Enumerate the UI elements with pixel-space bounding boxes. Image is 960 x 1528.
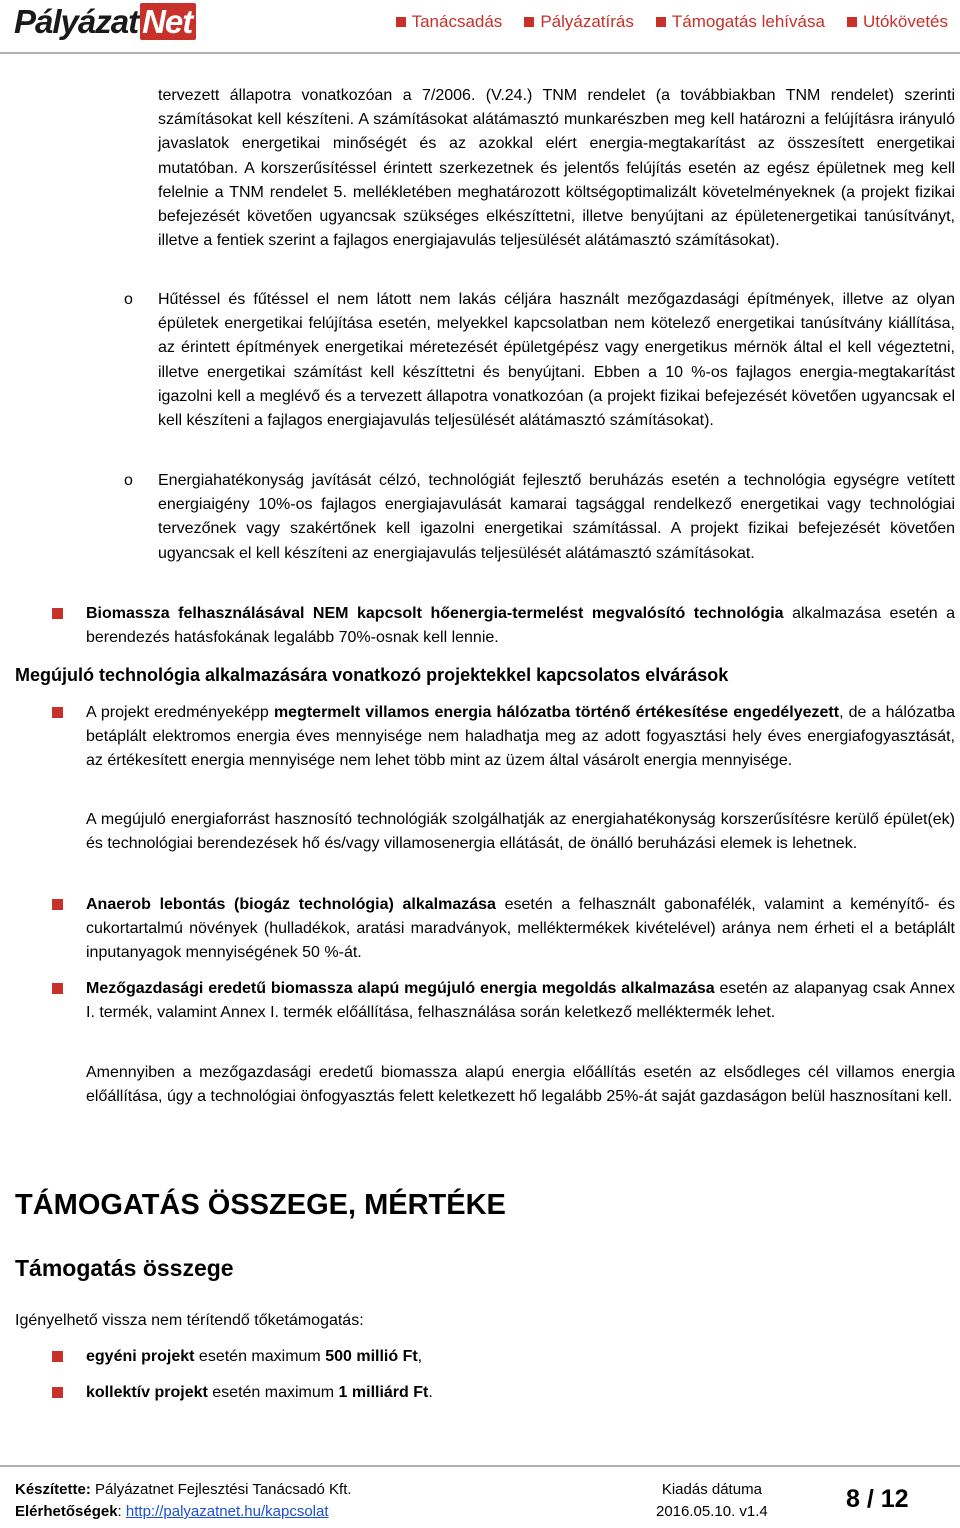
page-footer	[0, 1465, 960, 1528]
footer-issue-date: Kiadás dátuma 2016.05.10. v1.4	[656, 1481, 768, 1520]
nav-item-tanacsadas[interactable]: Tanácsadás	[396, 12, 503, 32]
circle-bullet-icon: o	[124, 472, 133, 489]
square-bullet-icon	[656, 17, 666, 27]
heading-support-amount-rate: TÁMOGATÁS ÖSSZEGE, MÉRTÉKE	[15, 1189, 506, 1221]
paragraph-heat-usage: Amennyiben a mezőgazdasági eredetű biomassza alapú energia előállítás esetén az elsődleges cél villamos energia előállítása, úgy a technológiai önfogyasztás felett keletkezett hő legalább 25%-át saját gazdaságon belül hasznosítani kell.	[86, 1064, 955, 1106]
square-bullet-icon	[52, 707, 63, 718]
support-intro: Igényelhető vissza nem térítendő tőketámogatás:	[15, 1312, 364, 1329]
contact-link[interactable]: http://palyazatnet.hu/kapcsolat	[125, 1503, 329, 1520]
paragraph-tnm-calculation: tervezett állapotra vonatkozóan a 7/2006. (V.24.) TNM rendelet (a továbbiakban TNM rendelet) szerinti számításokat kell készíteni. A számításokat alátámasztó munkarészben meg kell határozni a felújításra irányuló javaslatok energetikai minőségét és az azokkal elért energia-megtakarítást az összesített energetikai mutatóban. A korszerűsítéssel érintett szerkezetnek és jelentős felújítás esetén az egész épületnek meg kell felelnie a TNM rendelet 5. mellékletében meghatározott költségoptimalizált követelményeknek (a projekt fizikai befejezését követően ugyancsak szükséges elkészíttetni, illetve benyújtani az épületenergetikai tanúsítványt, illetve a fentiek szerint a fajlagos energiajavulás teljesülését alátámasztó számításokat).	[158, 87, 955, 250]
square-bullet-icon	[847, 17, 857, 27]
support-collective-project: kollektív projekt esetén maximum 1 milliárd Ft.	[86, 1384, 433, 1401]
square-bullet-icon	[524, 17, 534, 27]
page-number: 8 / 12	[846, 1485, 909, 1513]
page-header	[0, 0, 960, 54]
square-bullet-icon	[52, 983, 63, 994]
square-bullet-icon	[52, 1351, 63, 1362]
bullet-electricity-sale: A projekt eredményeképp megtermelt villamos energia hálózatba történő értékesítése engedélyezett, de a hálózatba betáplált elektromos energia éves mennyisége nem haladhatja meg az adott fogyasztási hely éves energiafogyasztását, az értékesített energia mennyisége nem lehet több mint az üzem által vásárolt energia mennyisége.	[86, 704, 955, 770]
square-bullet-icon	[52, 899, 63, 910]
support-individual-project: egyéni projekt esetén maximum 500 millió Ft,	[86, 1348, 423, 1365]
heading-support-amount: Támogatás összege	[15, 1255, 234, 1281]
top-navigation	[396, 12, 948, 32]
paragraph-renewable-usage: A megújuló energiaforrást hasznosító technológiák szolgálhatják az energiahatékonyság korszerűsítésre kerülő épület(ek) és technológiai berendezések hő és/vagy villamosenergia ellátását, de önálló beruházási elemek is lehetnek.	[86, 811, 955, 853]
paragraph-agricultural-buildings: Hűtéssel és fűtéssel el nem látott nem lakás céljára használt mezőgazdasági építmények, illetve az olyan épületek energetikai felújítása esetén, melyekkel kapcsolatban nem kötelező energetikai tanúsítvány kiállítása, az érintett építmények energetikai méretezését épületgépész vagy energetikus mérnök által el kell végeztetni, illetve energetikai számítást kell készíttetni és benyújtani. Ebben a 10 %-os fajlagos energia-megtakarítást igazolni kell a meglévő és a tervezett állapotra vonatkozóan (a projekt fizikai befejezését követően ugyancsak el kell készíteni a fajlagos energiajavulás teljesülését alátámasztó számításokat).	[158, 291, 955, 430]
bullet-anaerobic-biogas: Anaerob lebontás (biogáz technológia) alkalmazása esetén a felhasznált gabonafélék, valamint a keményítő- és cukortartalmú növények (hulladékok, aratási maradványok, melléktermékek kivételével) aránya nem érheti el a betáplált inputanyagok mennyiségének 50 %-át.	[86, 896, 955, 962]
square-bullet-icon	[52, 608, 63, 619]
bullet-biomass-heat: Biomassza felhasználásával NEM kapcsolt hőenergia-termelést megvalósító technológia alkalmazása esetén a berendezés hatásfokának legalább 70%-osnak kell lennie.	[86, 605, 956, 647]
nav-item-palyazatiras[interactable]: Pályázatírás	[524, 12, 634, 32]
footer-author-contact: Készítette: Pályázatnet Fejlesztési Tanácsadó Kft. Elérhetőségek: http://palyazatnet.hu/kapcsolat	[15, 1481, 352, 1520]
section-heading-renewables: Megújuló technológia alkalmazására vonatkozó projektekkel kapcsolatos elvárások	[15, 665, 729, 685]
nav-item-tamogatas-lehivasa[interactable]: Támogatás lehívása	[656, 12, 825, 32]
square-bullet-icon	[396, 17, 406, 27]
bullet-agri-biomass: Mezőgazdasági eredetű biomassza alapú megújuló energia megoldás alkalmazása esetén az alapanyag csak Annex I. termék, valamint Annex I. termék előállítása, felhasználása során keletkező melléktermék lehet.	[86, 980, 955, 1022]
paragraph-technology-efficiency: Energiahatékonyság javítását célzó, technológiát fejlesztő beruházás esetén a technológia egységre vetített energiaigény 10%-os fajlagos energiajavulását kamarai tagsággal rendelkező energetikai vagy technológiai tervezőnek vagy szakértőnek kell igazolni energetikai számítással. A projekt fizikai befejezését követően ugyancsak el kell készíteni az energiajavulás teljesülését alátámasztó számításokat.	[158, 472, 955, 562]
nav-item-utokovetes[interactable]: Utókövetés	[847, 12, 948, 32]
circle-bullet-icon: o	[124, 291, 133, 308]
palyazatnet-logo[interactable]	[14, 3, 196, 41]
square-bullet-icon	[52, 1387, 63, 1398]
logo-text-part2: Net	[140, 3, 196, 40]
logo-text-part1: Pályázat	[14, 3, 139, 40]
